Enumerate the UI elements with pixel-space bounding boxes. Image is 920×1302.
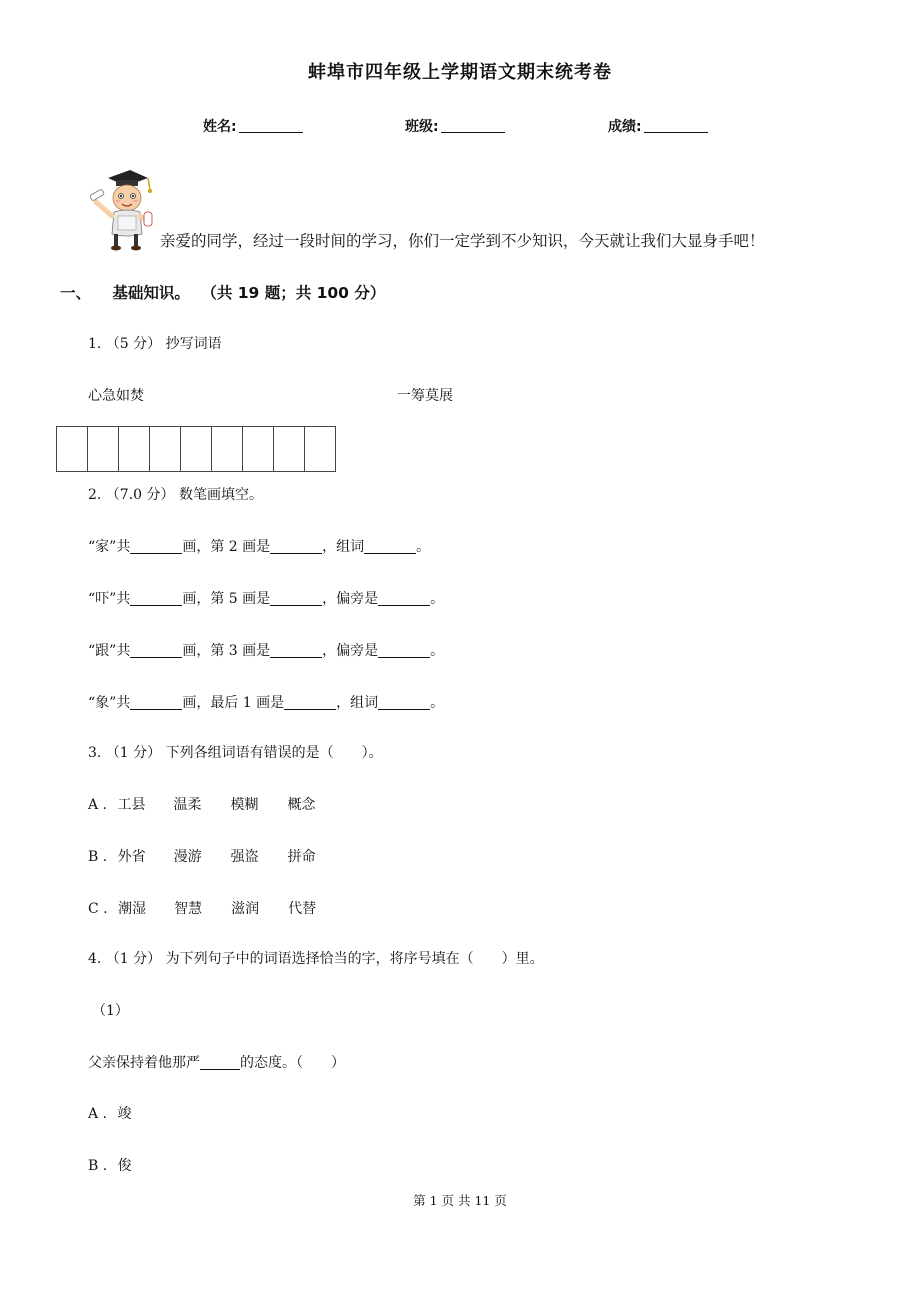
grid-cell[interactable] <box>57 427 88 471</box>
q2-period: 。 <box>416 539 431 555</box>
score-field[interactable] <box>608 116 708 136</box>
q2-end: ，偏旁是 <box>322 643 379 659</box>
option-label: A . <box>88 1106 108 1122</box>
class-blank[interactable] <box>441 118 505 133</box>
q4-option-a[interactable] <box>88 1103 131 1123</box>
answer-blank[interactable] <box>130 539 182 554</box>
q2-end: ，组词 <box>322 539 365 555</box>
option-label: C . <box>88 901 108 917</box>
option-text: 竣 <box>117 1106 132 1122</box>
sentence-part: 的态度。（ ） <box>240 1055 345 1071</box>
q1-word-b: 一筹莫展 <box>397 388 453 404</box>
option-label: A . <box>88 797 108 813</box>
question-2-header: 2. （7.0 分） 数笔画填空。 <box>88 487 263 503</box>
question-4-header: 4. （1 分） 为下列句子中的词语选择恰当的字，将序号填在（ ）里。 <box>88 951 544 967</box>
q2-line <box>88 692 444 712</box>
grid-cell[interactable] <box>274 427 305 471</box>
q2-mid: 画，第 5 画是 <box>182 591 271 607</box>
option-word: 概念 <box>287 797 316 813</box>
section-number: 一、 <box>60 284 92 302</box>
question-1-header: 1. （5 分） 抄写词语 <box>88 336 222 352</box>
answer-blank[interactable] <box>130 643 182 658</box>
class-field[interactable] <box>405 116 505 136</box>
q2-end: ，偏旁是 <box>322 591 379 607</box>
grid-cell[interactable] <box>119 427 150 471</box>
q2-char: “吓”共 <box>88 591 131 607</box>
grid-cell[interactable] <box>88 427 119 471</box>
grid-cell[interactable] <box>243 427 274 471</box>
q2-period: 。 <box>430 695 445 711</box>
grid-cell[interactable] <box>305 427 335 471</box>
option-word: 漫游 <box>173 849 202 865</box>
name-label: 姓名: <box>203 119 237 135</box>
answer-blank[interactable] <box>378 643 430 658</box>
grid-cell[interactable] <box>181 427 212 471</box>
q3-option-b[interactable] <box>88 846 316 866</box>
score-blank[interactable] <box>644 118 708 133</box>
q2-mid: 画，第 2 画是 <box>182 539 271 555</box>
q2-char: “象”共 <box>88 695 131 711</box>
q2-line <box>88 640 444 660</box>
q2-mid: 画，第 3 画是 <box>182 643 271 659</box>
name-blank[interactable] <box>239 118 303 133</box>
class-label: 班级: <box>405 119 439 135</box>
page-footer: 第 1 页 共 11 页 <box>413 1193 507 1208</box>
answer-blank[interactable] <box>364 539 416 554</box>
q3-option-a[interactable] <box>88 794 315 814</box>
option-word: 工县 <box>117 797 146 813</box>
answer-blank[interactable] <box>270 591 322 606</box>
sentence-part: 父亲保持着他那严 <box>88 1055 200 1071</box>
option-word: 温柔 <box>173 797 202 813</box>
q2-period: 。 <box>430 643 445 659</box>
grid-cell[interactable] <box>212 427 243 471</box>
option-word: 智慧 <box>174 901 203 917</box>
question-3-header: 3. （1 分） 下列各组词语有错误的是（ ）。 <box>88 745 383 761</box>
q2-char: “家”共 <box>88 539 131 555</box>
option-word: 潮湿 <box>118 901 147 917</box>
section-heading <box>60 281 385 303</box>
answer-blank[interactable] <box>270 539 322 554</box>
option-word: 拼命 <box>287 849 316 865</box>
q4-subquestion-number: （1） <box>92 1003 129 1019</box>
q3-option-c[interactable] <box>88 898 316 918</box>
option-word: 模糊 <box>230 797 259 813</box>
q2-char: “跟”共 <box>88 643 131 659</box>
q2-line <box>88 588 444 608</box>
answer-blank[interactable] <box>200 1055 240 1070</box>
student-graduate-mascot-icon <box>86 164 156 252</box>
option-label: B . <box>88 1158 108 1174</box>
q2-end: ，组词 <box>336 695 379 711</box>
answer-blank[interactable] <box>130 695 182 710</box>
option-word: 强盗 <box>230 849 259 865</box>
q4-sentence <box>88 1052 345 1072</box>
q2-line <box>88 536 430 556</box>
answer-blank[interactable] <box>378 695 430 710</box>
option-label: B . <box>88 849 108 865</box>
answer-blank[interactable] <box>378 591 430 606</box>
section-title: 基础知识。 <box>112 284 190 302</box>
greeting-text: 亲爱的同学，经过一段时间的学习，你们一定学到不少知识，今天就让我们大显身手吧！ <box>160 232 765 250</box>
name-field[interactable] <box>203 116 303 136</box>
answer-blank[interactable] <box>284 695 336 710</box>
q1-word-a: 心急如焚 <box>88 388 144 404</box>
copy-writing-grid[interactable] <box>56 426 336 472</box>
score-label: 成绩: <box>608 119 642 135</box>
page-title: 蚌埠市四年级上学期语文期末统考卷 <box>308 62 612 83</box>
option-word: 代替 <box>288 901 317 917</box>
option-text: 俊 <box>117 1158 132 1174</box>
q2-period: 。 <box>430 591 445 607</box>
section-meta: （共 19 题；共 100 分） <box>201 284 386 302</box>
grid-cell[interactable] <box>150 427 181 471</box>
answer-blank[interactable] <box>270 643 322 658</box>
answer-blank[interactable] <box>130 591 182 606</box>
option-word: 滋润 <box>231 901 260 917</box>
option-word: 外省 <box>117 849 146 865</box>
q2-mid: 画，最后 1 画是 <box>182 695 285 711</box>
q4-option-b[interactable] <box>88 1155 132 1175</box>
